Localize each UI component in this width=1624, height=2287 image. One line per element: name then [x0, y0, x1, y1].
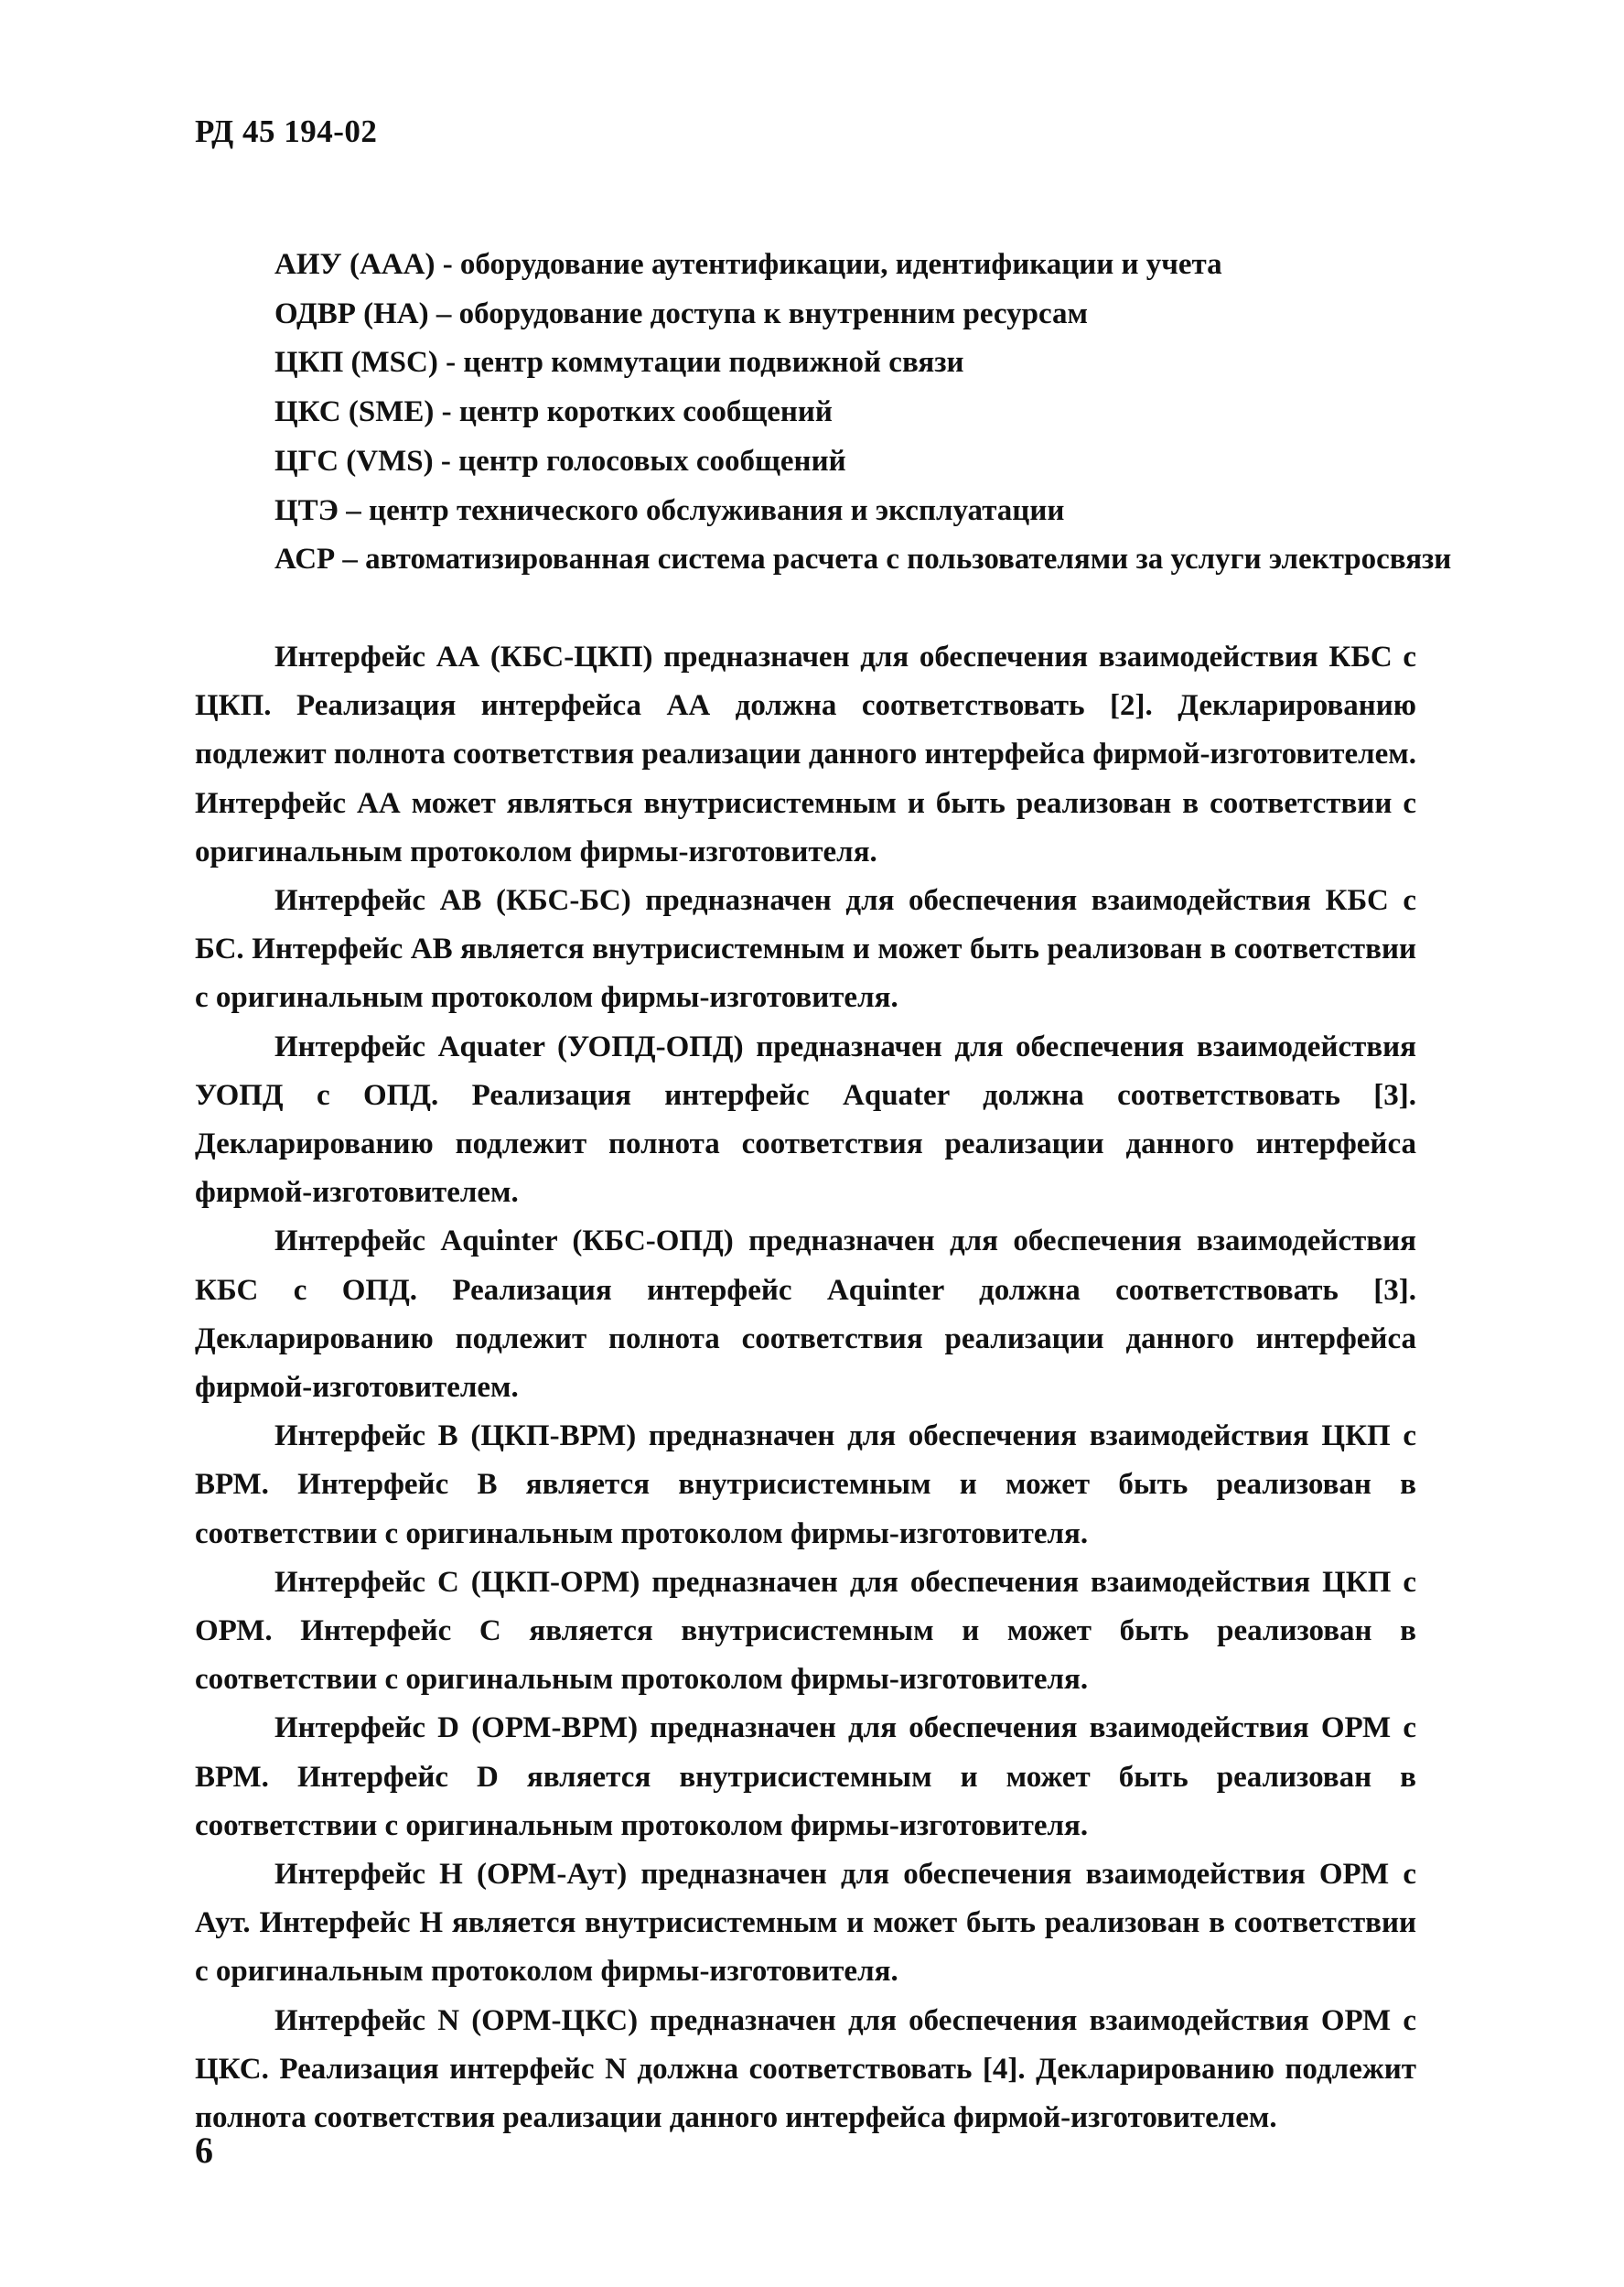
body-text: [195, 633, 1416, 2142]
paragraph-interface-c: Интерфейс С (ЦКП-ОРМ) предназначен для обеспечения взаимодействия ЦКП с ОРМ. Интерфейс С является внутрисистемным и может быть реализован в соответствии с оригинальным протоколом фирмы-изготовителя.: [195, 1565, 1416, 1697]
abbreviation-item: ОДВР (НА) – оборудование доступа к внутренним ресурсам: [274, 297, 1089, 330]
paragraph-interface-b: Интерфейс В (ЦКП-ВРМ) предназначен для обеспечения взаимодействия ЦКП с ВРМ. Интерфейс В является внутрисистемным и может быть реализован в соответствии с оригинальным протоколом фирмы-изготовителя.: [195, 1419, 1416, 1550]
paragraph-interface-d: Интерфейс D (ОРМ-ВРМ) предназначен для обеспечения взаимодействия ОРМ с ВРМ. Интерфейс D является внутрисистемным и может быть реализован в соответствии с оригинальным протоколом фирмы-изготовителя.: [195, 1711, 1416, 1842]
paragraph-interface-ab: Интерфейс АВ (КБС-БС) предназначен для обеспечения взаимодействия КБС с БС. Интерфейс АВ является внутрисистемным и может быть реализован в соответствии с оригинальным протоколом фирмы-изготовителя.: [195, 884, 1416, 1015]
abbreviation-item: ЦКП (MSC) - центр коммутации подвижной связи: [274, 346, 964, 380]
paragraph-interface-n: Интерфейс N (ОРМ-ЦКС) предназначен для обеспечения взаимодействия ОРМ с ЦКС. Реализация интерфейс N должна соответствовать [4]. Декларированию подлежит полнота соответствия реализации данного интерфейса фирмой-изготовителем.: [195, 2003, 1416, 2135]
abbreviation-item: АСР – автоматизированная система расчета с пользователями за услуги электросвязи: [274, 543, 1452, 577]
paragraph-interface-aa: Интерфейс АА (КБС-ЦКП) предназначен для обеспечения взаимодействия КБС с ЦКП. Реализация интерфейса АА должна соответствовать [2]. Декларированию подлежит полнота соответствия реализации данного интерфейса фирмой-изготовителем. Интерфейс АА может являться внутрисистемным и быть реализован в соответствии с оригинальным протоколом фирмы-изготовителя.: [195, 641, 1416, 868]
page-number: 6: [195, 2130, 213, 2171]
paragraph-interface-aquater: Интерфейс Aquater (УОПД-ОПД) предназначен для обеспечения взаимодействия УОПД с ОПД. Реализация интерфейс Aquater должна соответствовать [3]. Декларированию подлежит полнота соответствия реализации данного интерфейса фирмой-изготовителем.: [195, 1030, 1416, 1210]
abbreviation-list: [274, 241, 1555, 585]
abbreviation-item: ЦТЭ – центр технического обслуживания и эксплуатации: [274, 493, 1065, 527]
document-code: РД 45 194-02: [195, 113, 378, 149]
abbreviation-item: ЦГС (VMS) - центр голосовых сообщений: [274, 444, 846, 478]
abbreviation-item: АИУ (ААА) - оборудование аутентификации, идентификации и учета: [274, 248, 1222, 281]
paragraph-interface-h: Интерфейс Н (ОРМ-Аут) предназначен для обеспечения взаимодействия ОРМ с Аут. Интерфейс Н является внутрисистемным и может быть реализован в соответствии с оригинальным протоколом фирмы-изготовителя.: [195, 1858, 1416, 1989]
abbreviation-item: ЦКС (SME) - центр коротких сообщений: [274, 395, 833, 429]
paragraph-interface-aquinter: Интерфейс Aquinter (КБС-ОПД) предназначен для обеспечения взаимодействия КБС с ОПД. Реализация интерфейс Aquinter должна соответствовать [3]. Декларированию подлежит полнота соответствия реализации данного интерфейса фирмой-изготовителем.: [195, 1224, 1416, 1405]
